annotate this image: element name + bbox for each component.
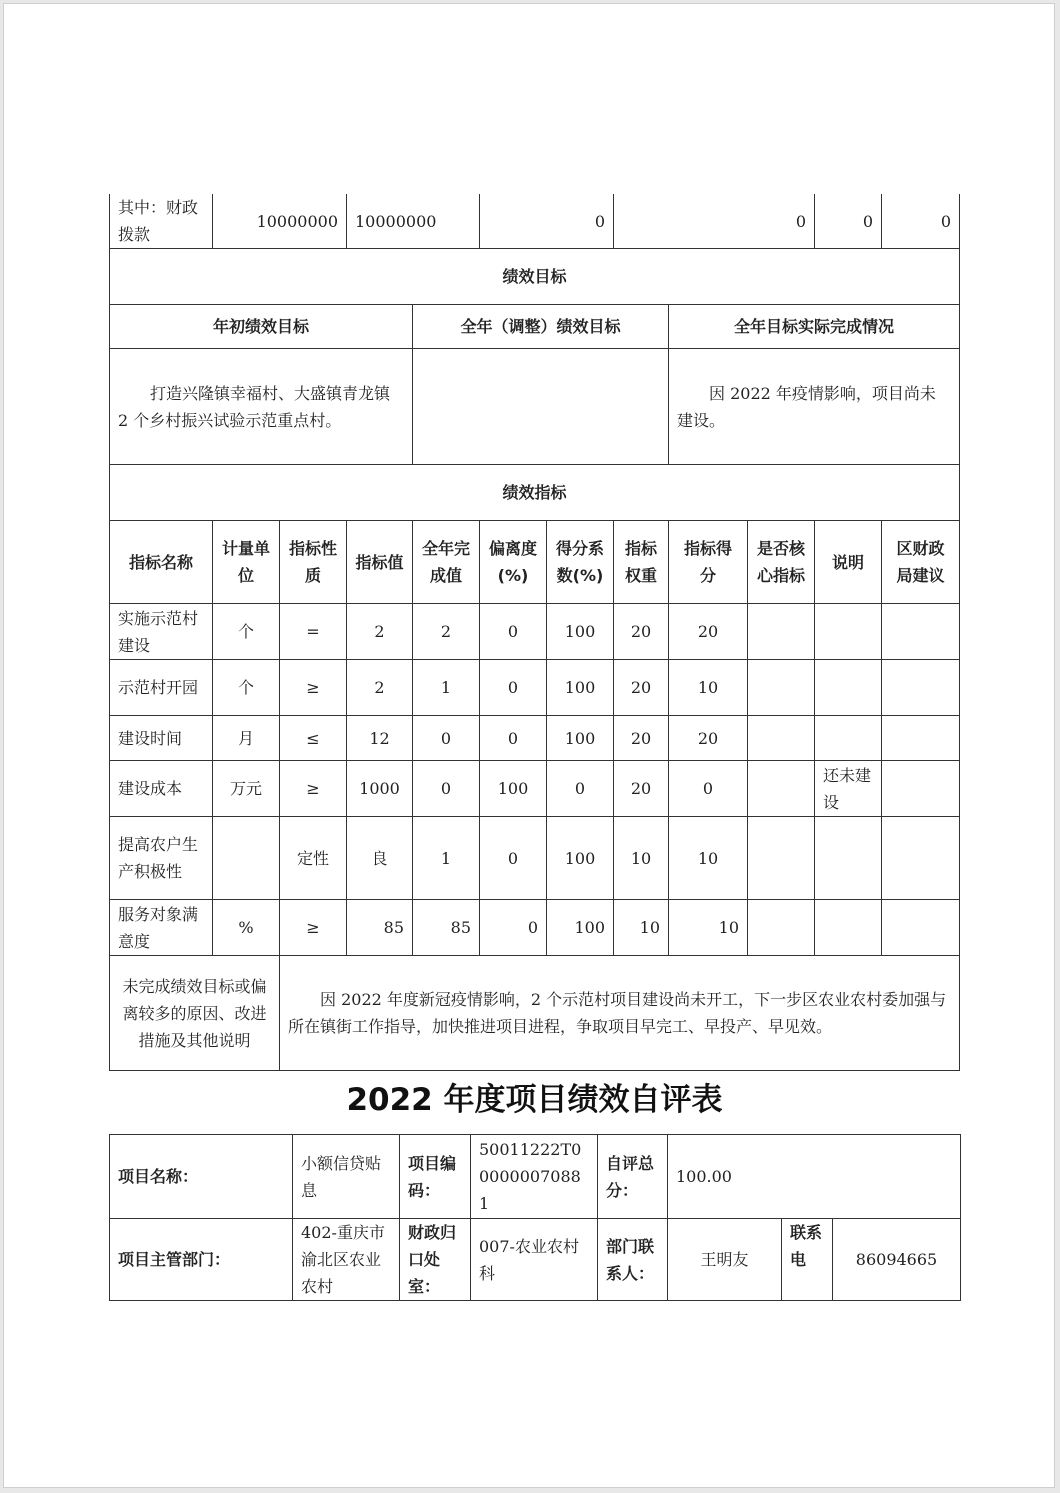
indicator-deviation: 0: [480, 716, 547, 761]
funding-value-6: 0: [882, 194, 960, 249]
funding-value-3: 0: [480, 194, 614, 249]
indicator-value: 85: [347, 900, 413, 956]
funding-value-2: 10000000: [347, 194, 480, 249]
indicator-nature: ≥: [280, 761, 347, 817]
goals-section-title: 绩效目标: [110, 249, 960, 305]
score-label: 自评总分：: [598, 1135, 668, 1219]
phone-value: 86094665: [833, 1219, 961, 1301]
goals-adjusted-text: [413, 349, 669, 465]
indicator-advice: [882, 716, 960, 761]
indicator-actual: 1: [413, 660, 480, 716]
project-code-value: 50011222T000000070881: [471, 1135, 598, 1219]
indicator-value: 1000: [347, 761, 413, 817]
score-value: 100.00: [668, 1135, 961, 1219]
header-cell: 指标名称: [110, 521, 213, 604]
indicator-note: [815, 604, 882, 660]
header-cell: 说明: [815, 521, 882, 604]
indicator-weight: 20: [614, 660, 669, 716]
indicator-deviation: 100: [480, 761, 547, 817]
header-cell: 指标权重: [614, 521, 669, 604]
indicator-name: 建设成本: [110, 761, 213, 817]
project-code-label: 项目编码：: [400, 1135, 471, 1219]
indicator-coefficient: 100: [547, 716, 614, 761]
office-label: 财政归口处室：: [400, 1219, 471, 1301]
page-title: 2022 年度项目绩效自评表: [346, 1082, 723, 1118]
funding-row: [110, 194, 960, 249]
indicator-core: [748, 761, 815, 817]
indicator-note: [815, 716, 882, 761]
indicator-score: 0: [669, 761, 748, 817]
indicator-deviation: 0: [480, 817, 547, 900]
funding-value-1: 10000000: [213, 194, 347, 249]
indicator-actual: 1: [413, 817, 480, 900]
phone-label: 联系电: [782, 1219, 833, 1301]
indicators-section-title: 绩效指标: [110, 465, 960, 521]
document-page: [3, 3, 1055, 1488]
indicator-score: 20: [669, 716, 748, 761]
indicator-advice: [882, 660, 960, 716]
indicator-weight: 10: [614, 900, 669, 956]
indicator-note: [815, 900, 882, 956]
indicator-name: 提高农户生产积极性: [110, 817, 213, 900]
indicator-deviation: 0: [480, 900, 547, 956]
indicator-core: [748, 604, 815, 660]
indicator-nature: ≥: [280, 660, 347, 716]
funding-value-4: 0: [614, 194, 815, 249]
contact-value: 王明友: [668, 1219, 782, 1301]
indicator-nature: ≥: [280, 900, 347, 956]
funding-value-5: 0: [815, 194, 882, 249]
indicator-weight: 20: [614, 604, 669, 660]
indicator-advice: [882, 604, 960, 660]
indicator-actual: 0: [413, 716, 480, 761]
header-cell: 指标性质: [280, 521, 347, 604]
indicator-coefficient: 0: [547, 761, 614, 817]
indicator-score: 10: [669, 817, 748, 900]
indicator-note: [815, 660, 882, 716]
indicator-weight: 20: [614, 716, 669, 761]
table-row: [110, 716, 960, 761]
project-name-value: 小额信贷贴息: [293, 1135, 400, 1219]
indicator-score: 10: [669, 900, 748, 956]
indicator-value: 12: [347, 716, 413, 761]
header-cell: 偏离度(%): [480, 521, 547, 604]
contact-label: 部门联系人：: [598, 1219, 668, 1301]
indicator-core: [748, 817, 815, 900]
indicator-name: 实施示范村建设: [110, 604, 213, 660]
explanation-label: 未完成绩效目标或偏离较多的原因、改进措施及其他说明: [110, 956, 280, 1071]
header-cell: 区财政局建议: [882, 521, 960, 604]
project-info-table: [109, 1134, 961, 1301]
indicator-weight: 20: [614, 761, 669, 817]
indicator-note: [815, 817, 882, 900]
goals-col-actual: 全年目标实际完成情况: [669, 305, 960, 349]
indicator-unit: %: [213, 900, 280, 956]
indicator-unit: 月: [213, 716, 280, 761]
indicator-advice: [882, 761, 960, 817]
indicator-actual: 0: [413, 761, 480, 817]
indicator-deviation: 0: [480, 604, 547, 660]
header-cell: 指标值: [347, 521, 413, 604]
table-row: [110, 604, 960, 660]
project-row-2: [110, 1219, 961, 1301]
dept-label: 项目主管部门：: [110, 1219, 293, 1301]
indicator-unit: 个: [213, 604, 280, 660]
indicator-weight: 10: [614, 817, 669, 900]
goals-col-initial: 年初绩效目标: [110, 305, 413, 349]
performance-table: [109, 194, 960, 1071]
indicator-advice: [882, 900, 960, 956]
indicator-unit: 万元: [213, 761, 280, 817]
indicator-value: 2: [347, 660, 413, 716]
goals-actual-text: 因 2022 年疫情影响，项目尚未建设。: [669, 349, 960, 465]
table-row: [110, 761, 960, 817]
indicator-coefficient: 100: [547, 817, 614, 900]
indicator-core: [748, 900, 815, 956]
header-cell: 全年完成值: [413, 521, 480, 604]
table-row: [110, 900, 960, 956]
dept-value: 402-重庆市渝北区农业农村: [293, 1219, 400, 1301]
indicator-coefficient: 100: [547, 900, 614, 956]
table-row: [110, 817, 960, 900]
indicator-coefficient: 100: [547, 604, 614, 660]
indicator-value: 良: [347, 817, 413, 900]
indicator-core: [748, 716, 815, 761]
goals-initial-text: 打造兴隆镇幸福村、大盛镇青龙镇 2 个乡村振兴试验示范重点村。: [110, 349, 413, 465]
indicator-unit: 个: [213, 660, 280, 716]
explanation-row: [110, 956, 960, 1071]
indicator-advice: [882, 817, 960, 900]
indicator-score: 20: [669, 604, 748, 660]
indicator-coefficient: 100: [547, 660, 614, 716]
indicator-note: 还未建设: [815, 761, 882, 817]
indicators-header-row: [110, 521, 960, 604]
project-name-label: 项目名称：: [110, 1135, 293, 1219]
explanation-text: 因 2022 年度新冠疫情影响，2 个示范村项目建设尚未开工，下一步区农业农村委加强与所在镇街工作指导，加快推进项目进程，争取项目早完工、早投产、早见效。: [280, 956, 960, 1071]
goals-col-adjusted: 全年（调整）绩效目标: [413, 305, 669, 349]
indicator-actual: 2: [413, 604, 480, 660]
table-row: [110, 660, 960, 716]
project-row-1: [110, 1135, 961, 1219]
indicator-nature: ≤: [280, 716, 347, 761]
indicator-name: 示范村开园: [110, 660, 213, 716]
indicator-deviation: 0: [480, 660, 547, 716]
header-cell: 计量单位: [213, 521, 280, 604]
indicator-unit: [213, 817, 280, 900]
header-cell: 指标得分: [669, 521, 748, 604]
indicator-nature: 定性: [280, 817, 347, 900]
office-value: 007-农业农村科: [471, 1219, 598, 1301]
indicator-name: 服务对象满意度: [110, 900, 213, 956]
indicator-name: 建设时间: [110, 716, 213, 761]
indicator-score: 10: [669, 660, 748, 716]
header-cell: 得分系数(%): [547, 521, 614, 604]
funding-label: 其中：财政拨款: [110, 194, 213, 249]
header-cell: 是否核心指标: [748, 521, 815, 604]
indicator-value: 2: [347, 604, 413, 660]
indicator-nature: =: [280, 604, 347, 660]
indicator-actual: 85: [413, 900, 480, 956]
indicator-core: [748, 660, 815, 716]
